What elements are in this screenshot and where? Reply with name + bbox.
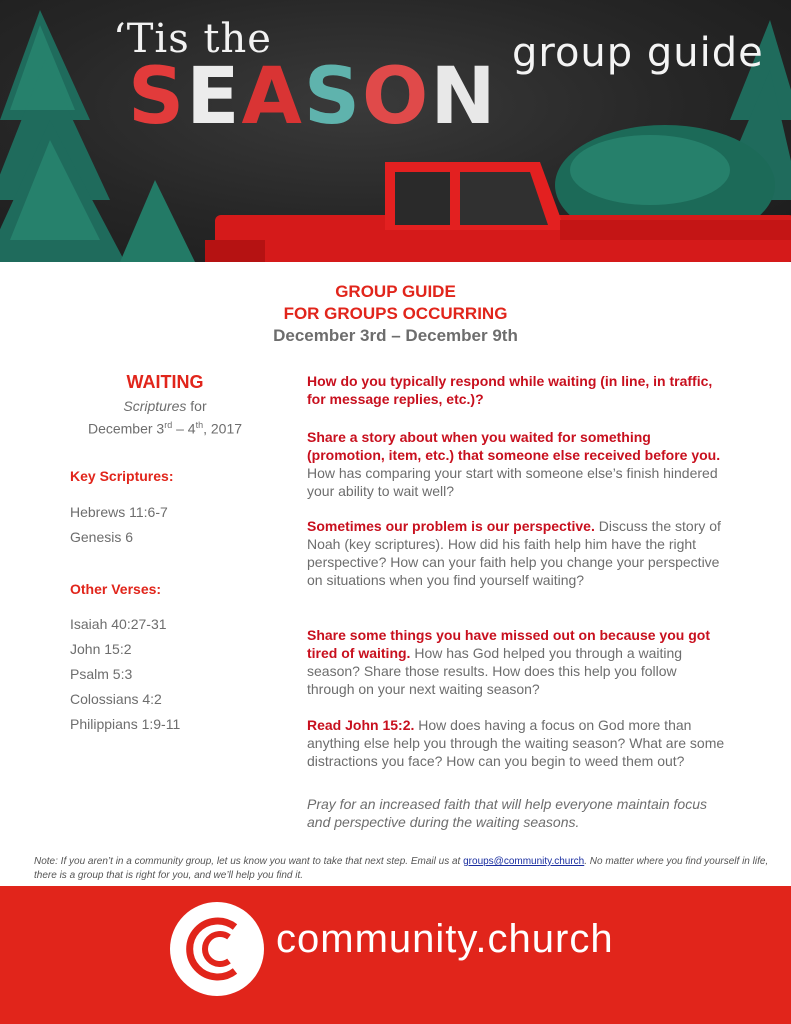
question-body: How does having a focus on God more than anything else help you through the waiting season? What are some distractions you face? How can you begin to weed them out? xyxy=(307,717,725,769)
question-1 xyxy=(307,372,727,408)
footer-note xyxy=(34,855,774,883)
banner-group-guide: group guide xyxy=(512,30,764,76)
other-verses-title: Other Verses: xyxy=(70,581,162,597)
community-church-logo-icon xyxy=(169,901,265,997)
date-mid: – 4 xyxy=(172,420,196,437)
other-verse-item: John 15:2 xyxy=(70,641,132,657)
guide-title: GROUP GUIDE xyxy=(335,282,456,301)
prayer-prompt: Pray for an increased faith that will help everyone maintain focus and perspective during the waiting seasons. xyxy=(307,796,707,830)
scriptures-label: Scriptures xyxy=(123,398,187,414)
key-scripture-item: Genesis 6 xyxy=(70,529,134,545)
season-letter: S xyxy=(303,52,363,142)
note-text-post: . No matter where you find yourself in life, there is a group that is right for you, and we’ll help you find it. xyxy=(34,856,769,881)
guide-dates: December 3rd – December 9th xyxy=(273,326,518,345)
scriptures-for xyxy=(60,397,270,439)
other-verse-item: Philippians 1:9-11 xyxy=(70,716,181,732)
other-verse-item: Isaiah 40:27-31 xyxy=(70,616,167,632)
season-letter: S xyxy=(128,52,187,142)
guide-subtitle: FOR GROUPS OCCURRING xyxy=(283,304,508,323)
season-letter: O xyxy=(362,52,431,142)
date-sup2: th xyxy=(195,420,204,430)
question-body: How has comparing your start with someone else’s finish hindered your ability to wait well? xyxy=(307,465,718,499)
tree-left-small xyxy=(120,180,195,262)
question-4 xyxy=(307,626,727,698)
question-lead: Share a story about when you waited for something (promotion, item, etc.) that someone else received before you. xyxy=(307,429,721,463)
sidebar xyxy=(60,372,272,732)
groups-email-link[interactable]: groups@community.church xyxy=(463,856,585,867)
brand-name: community.church xyxy=(276,917,614,961)
season-letter: A xyxy=(241,52,304,142)
key-scripture-item: Hebrews 11:6-7 xyxy=(70,504,168,520)
question-lead: Read John 15:2. xyxy=(307,717,415,733)
banner-tis-the: ‘Tis the xyxy=(113,16,272,62)
question-5 xyxy=(307,716,727,770)
topic-title: WAITING xyxy=(126,372,204,392)
season-letter: N xyxy=(430,52,498,142)
banner-season-word xyxy=(128,52,498,142)
question-lead: Share some things you have missed out on because you got tired of waiting. xyxy=(307,627,710,661)
question-3 xyxy=(307,517,727,589)
key-scriptures-title: Key Scriptures: xyxy=(70,468,174,484)
season-letter: E xyxy=(186,52,242,142)
date-pre: December 3 xyxy=(87,420,165,437)
hero-banner xyxy=(0,0,791,262)
question-body: Discuss the story of Noah (key scriptures). How did his faith help him have the right perspective? How can your faith help you change your perspective on situations when you find yourself waiting? xyxy=(307,518,721,588)
other-verse-item: Psalm 5:3 xyxy=(70,666,133,682)
scriptures-for-text: for xyxy=(186,398,207,414)
note-text-pre: Note: If you aren’t in a community group, let us know you want to take that next step. Email us at xyxy=(34,856,464,867)
date-sup1: rd xyxy=(164,420,173,430)
question-lead: How do you typically respond while waiting (in line, in traffic, for message replies, etc.)? xyxy=(307,373,713,407)
date-post: , 2017 xyxy=(203,420,243,437)
question-lead: Sometimes our problem is our perspective. xyxy=(307,518,595,534)
question-body: How has God helped you through a waiting season? Share those results. How does this help you follow through on your next waiting season? xyxy=(307,645,683,697)
other-verse-item: Colossians 4:2 xyxy=(70,691,162,707)
question-2 xyxy=(307,428,727,500)
